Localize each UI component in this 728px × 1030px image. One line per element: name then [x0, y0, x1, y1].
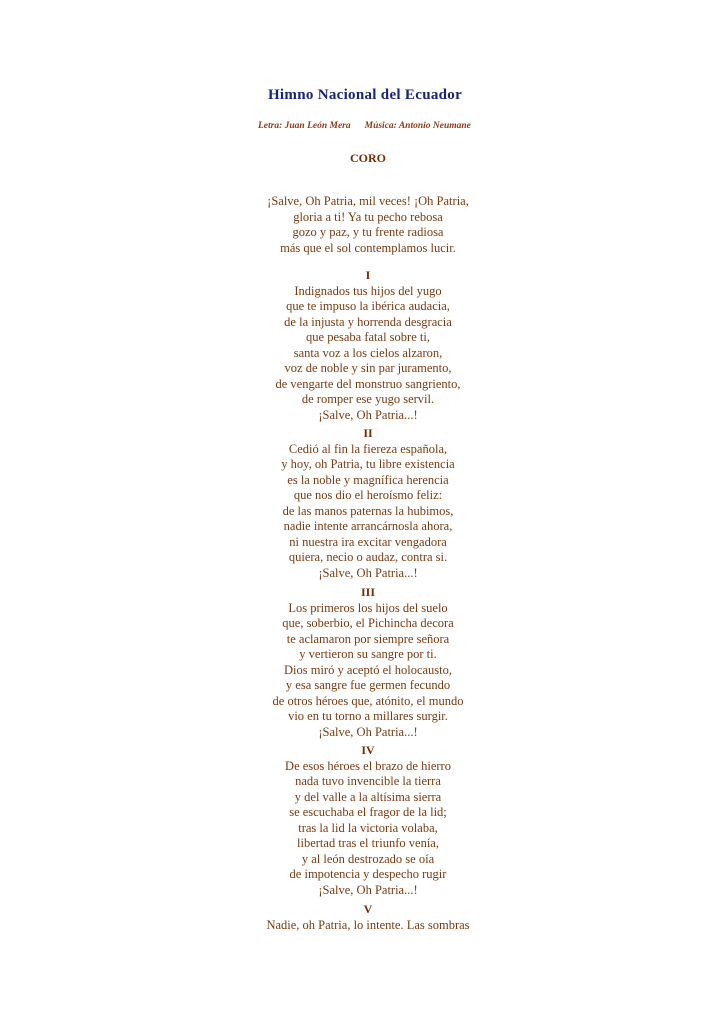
- stanza-line: nadie intente arrancárnosla ahora,: [283, 519, 453, 533]
- stanza-line: que te impuso la ibérica audacia,: [286, 299, 450, 313]
- stanza-line: y vertieron su sangre por ti.: [299, 647, 437, 661]
- stanza-line: Dios miró y aceptó el holocausto,: [283, 662, 453, 677]
- stanza-line: que nos dio el heroísmo feliz:: [293, 488, 443, 502]
- stanza-line: nada tuvo invencible la tierra: [295, 774, 441, 788]
- chorus-line: gozo y paz, y tu frente radiosa: [292, 225, 444, 239]
- stanza-line: y al león destrozado se oía: [301, 851, 435, 866]
- stanza-line: es la noble y magnífica herencia: [287, 472, 449, 487]
- stanza-line: Cedió al fin la fiereza española,: [288, 441, 448, 456]
- stanza-3: [248, 585, 488, 740]
- stanza-line: y esa sangre fue germen fecundo: [285, 678, 451, 692]
- stanza-line: quiera, necio o audaz, contra si.: [288, 550, 448, 564]
- stanza-line: vio en tu torno a millares surgir.: [288, 709, 448, 723]
- stanza-line: De esos héroes el brazo de hierro: [285, 758, 451, 773]
- stanza-line: y hoy, oh Patria, tu libre existencia: [281, 457, 455, 471]
- stanza-line: de vengarte del monstruo sangriento,: [275, 376, 461, 391]
- stanza-line: ni nuestra ira excitar vengadora: [289, 534, 447, 549]
- stanza-line: de las manos paternas la hubimos,: [282, 503, 454, 518]
- stanza-line: tras la lid la victoria volaba,: [298, 820, 438, 835]
- chorus-line: gloria a ti! Ya tu pecho rebosa: [293, 209, 443, 224]
- stanza-line: que, soberbio, el Pichincha decora: [282, 616, 454, 630]
- chorus-text: [248, 194, 488, 256]
- stanza-line: de romper ese yugo servil.: [301, 392, 435, 406]
- stanza-numeral: II: [363, 426, 373, 440]
- stanza-refrain: ¡Salve, Oh Patria...!: [318, 724, 418, 739]
- stanza-numeral: IV: [361, 743, 375, 757]
- stanza-1: [248, 268, 488, 423]
- stanza-line: de la injusta y horrenda desgracia: [284, 314, 452, 329]
- stanza-refrain: ¡Salve, Oh Patria...!: [318, 882, 418, 897]
- stanza-4: [248, 743, 488, 898]
- lyrics-credit: Letra: Juan León Mera: [258, 121, 351, 131]
- music-credit: Música: Antonio Neumane: [364, 121, 471, 131]
- stanza-line: Los primeros los hijos del suelo: [288, 600, 448, 615]
- chorus-heading: CORO: [350, 151, 386, 165]
- stanza-line: de impotencia y despecho rugir: [289, 867, 447, 881]
- stanza-line: santa voz a los cielos alzaron,: [293, 345, 443, 360]
- credits-line: [258, 121, 488, 131]
- chorus-line: más que el sol contemplamos lucir.: [280, 240, 456, 255]
- stanza-line: de otros héroes que, atónito, el mundo: [272, 693, 464, 708]
- stanza-2: [248, 426, 488, 581]
- stanza-refrain: ¡Salve, Oh Patria...!: [318, 565, 418, 580]
- stanza-5: [248, 902, 488, 933]
- stanza-numeral: III: [360, 585, 375, 599]
- stanza-line: te aclamaron por siempre señora: [286, 631, 450, 646]
- stanza-line: y del valle a la altísima sierra: [294, 789, 442, 804]
- stanza-line: Indignados tus hijos del yugo: [294, 283, 442, 298]
- stanza-line: se escuchaba el fragor de la lid;: [289, 805, 447, 819]
- stanza-numeral: V: [363, 902, 373, 916]
- chorus-line: ¡Salve, Oh Patria, mil veces! ¡Oh Patria,: [267, 194, 469, 208]
- stanza-line: libertad tras el triunfo venía,: [297, 836, 439, 850]
- stanza-line: que pesaba fatal sobre ti,: [306, 330, 430, 344]
- stanza-refrain: ¡Salve, Oh Patria...!: [318, 407, 418, 422]
- stanza-line: Nadie, oh Patria, lo intente. Las sombras: [266, 917, 470, 932]
- page-title: Himno Nacional del Ecuador: [267, 87, 463, 103]
- stanza-line: voz de noble y sin par juramento,: [284, 361, 452, 375]
- stanza-numeral: I: [365, 268, 371, 282]
